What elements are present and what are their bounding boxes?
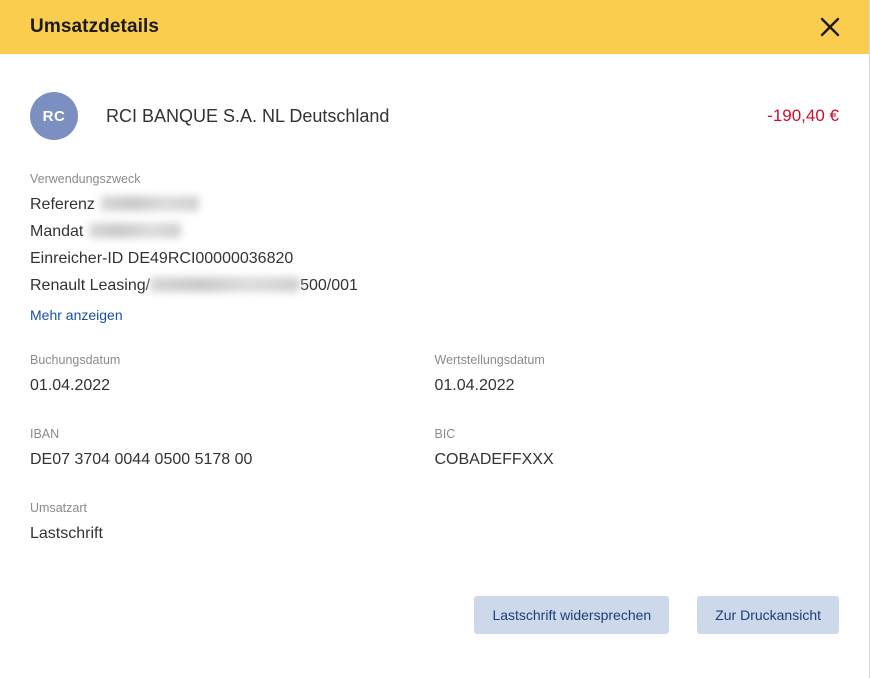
dates-row <box>30 353 839 399</box>
purpose-block <box>30 172 839 325</box>
dialog-footer <box>474 596 839 634</box>
bic-field <box>435 427 840 473</box>
bic-value: COBADEFFXXX <box>434 451 554 468</box>
print-view-button[interactable]: Zur Druckansicht <box>697 596 839 634</box>
purpose-line-reference <box>30 191 839 218</box>
dialog-body <box>0 92 869 547</box>
type-row <box>30 501 839 547</box>
value-date-field <box>435 353 840 399</box>
redacted-mandate <box>89 223 181 238</box>
show-more-link[interactable]: Mehr anzeigen <box>30 307 123 323</box>
purpose-line-mandate <box>30 218 839 245</box>
purpose-label: Verwendungszweck <box>30 172 141 186</box>
iban-label: IBAN <box>30 427 60 441</box>
party-name: RCI BANQUE S.A. NL Deutschland <box>106 105 390 126</box>
booking-date-label: Buchungsdatum <box>30 353 121 367</box>
party-row <box>30 92 839 140</box>
purpose-line-leasing-suffix: 500/001 <box>300 277 358 294</box>
booking-date-value: 01.04.2022 <box>30 377 111 394</box>
redacted-leasing <box>150 277 300 292</box>
purpose-line-leasing <box>30 272 839 299</box>
transaction-amount: -190,40 € <box>767 106 839 125</box>
purpose-line-creditor-id <box>30 245 839 272</box>
bic-label: BIC <box>434 427 456 441</box>
purpose-line-reference-text: Referenz <box>30 196 95 213</box>
purpose-line-leasing-prefix: Renault Leasing/ <box>30 277 151 294</box>
page-title: Umsatzdetails <box>30 16 160 37</box>
iban-value: DE07 3704 0044 0500 5178 00 <box>30 451 253 468</box>
avatar: RC <box>30 92 78 140</box>
purpose-line-creditor-id-text: Einreicher-ID DE49RCI00000036820 <box>30 250 294 267</box>
transaction-type-value: Lastschrift <box>30 525 103 542</box>
value-date-value: 01.04.2022 <box>434 377 515 394</box>
value-date-label: Wertstellungsdatum <box>434 353 545 367</box>
object-direct-debit-button[interactable]: Lastschrift widersprechen <box>474 596 669 634</box>
booking-date-field <box>30 353 435 399</box>
transaction-type-field <box>30 501 445 547</box>
transaction-type-label: Umsatzart <box>30 501 87 515</box>
dialog-header <box>0 0 869 54</box>
close-icon[interactable] <box>813 10 847 44</box>
iban-field <box>30 427 435 473</box>
purpose-line-mandate-text: Mandat <box>30 223 84 240</box>
account-row <box>30 427 839 473</box>
redacted-reference <box>101 196 199 211</box>
